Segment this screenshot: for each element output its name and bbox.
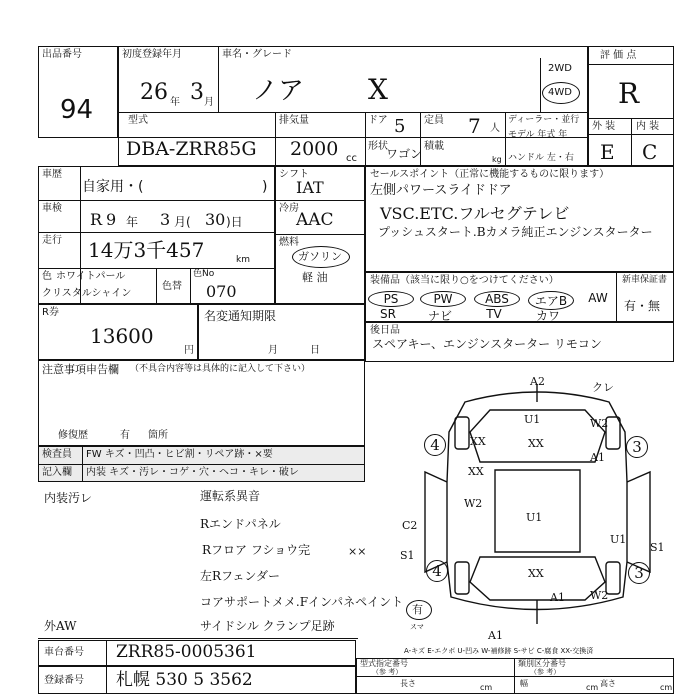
notes-mark: ××	[348, 545, 367, 558]
door-label: ドア	[368, 115, 388, 126]
shape-value: ワゴン	[386, 147, 423, 161]
notes-label: 注意事項申告欄	[42, 363, 119, 376]
height-label: 高さ	[600, 679, 616, 688]
door-value: 5	[394, 116, 406, 137]
after-value: スペアキー、エンジンスターター リモコン	[372, 337, 602, 351]
equipment-item: PS	[368, 291, 414, 307]
aircon-label: 冷房	[279, 203, 299, 214]
model-year-label: モデル 年式 年	[508, 130, 568, 140]
cc-label: 排気量	[279, 115, 309, 126]
diagram-mark: 3	[626, 436, 648, 458]
capacity-value: 7	[468, 114, 481, 138]
model-spec-label: 型式指定番号	[360, 659, 408, 668]
inspector-note-item: Rエンドパネル	[200, 517, 281, 531]
entry-label: 記入欄	[42, 467, 72, 478]
after-label: 後日品	[370, 325, 400, 336]
height-unit: cm	[660, 683, 673, 692]
diagram-mark: W2	[590, 417, 609, 430]
mileage-unit: km	[236, 255, 250, 265]
width-unit: cm	[586, 683, 599, 692]
diagram-mark: A2	[530, 375, 545, 388]
equipment-item: PW	[420, 291, 466, 307]
mileage-value: 14万3千457	[88, 238, 205, 262]
diagram-mark: 3	[628, 562, 650, 584]
sales-label: セールスポイント（正常に機能するものに限ります）	[370, 169, 610, 180]
lot-number: 94	[60, 95, 94, 125]
insp-month-unit: 月(	[174, 215, 191, 229]
recycle-value: 13600	[90, 324, 154, 348]
diagram-mark: XX	[528, 567, 544, 580]
inspector-note-item: サイドシル クランプ足跡	[200, 619, 335, 633]
repaint-label: 色替	[162, 281, 182, 292]
shift-value: IAT	[296, 178, 324, 197]
reg-label: 初度登録年月	[122, 49, 182, 60]
model-label: 車名・グレード	[222, 49, 292, 60]
inspector-note-item: Rフロア フショウ完	[202, 543, 311, 557]
score-label: 評 価 点	[600, 50, 637, 61]
notes-hint: （不具合内容等は具体的に記入して下さい）	[130, 364, 311, 374]
reg-year-unit: 年	[170, 97, 180, 108]
insp-day: 30	[205, 210, 226, 229]
equipment-item: SR	[380, 307, 396, 321]
equipment-item: エアB	[528, 291, 574, 310]
grade: X	[368, 73, 388, 106]
plate-value: 札幌 530 5 3562	[116, 670, 253, 690]
capacity-unit: 人	[490, 123, 500, 134]
diagram-mark: U1	[526, 511, 543, 524]
fuel-label: 燃料	[279, 237, 299, 248]
color-value-1: ホワイトパール	[56, 271, 126, 282]
repair-label: 修復歴	[58, 430, 88, 441]
other-note: 外AW	[44, 619, 77, 633]
insp-month: 3	[160, 210, 171, 229]
recycle-unit: 円	[184, 345, 194, 356]
shape-label: 形状	[368, 141, 388, 152]
load-unit: kg	[492, 155, 502, 164]
equipment-item: TV	[486, 307, 502, 321]
inspector-note-item: 左Rフェンダー	[200, 569, 280, 583]
diagram-mark: クレ	[592, 381, 614, 394]
fuel-sub: 軽 油	[302, 271, 328, 284]
plate-label: 登録番号	[44, 675, 84, 686]
diagram-mark: U1	[524, 413, 541, 426]
color-label: 色	[42, 271, 52, 282]
diagram-mark: XX	[470, 435, 486, 448]
drive-4wd: 4WD	[548, 87, 572, 98]
note-circle-text: 有	[412, 603, 423, 616]
insp-day-unit: )日	[226, 215, 243, 229]
reg-month: 3	[190, 80, 204, 105]
diagram-mark: S1	[400, 549, 415, 562]
length-unit: cm	[480, 683, 493, 692]
lot-label: 出品番号	[42, 49, 82, 60]
warranty-value: 有・無	[624, 299, 661, 313]
type-label: 型式	[128, 115, 148, 126]
note-circle-sub: スマ	[410, 623, 424, 631]
handle-label: ハンドル 左・右	[508, 153, 574, 163]
reg-year: 26	[140, 80, 168, 105]
chassis-value: ZRR85-0005361	[116, 642, 257, 662]
equipment-item: AW	[588, 291, 608, 305]
diagram-mark: W2	[464, 497, 483, 510]
inspection-label: 車検	[42, 203, 62, 214]
color-no: 070	[206, 282, 237, 301]
reg-month-unit: 月	[204, 97, 214, 108]
drive-2wd: 2WD	[548, 63, 572, 74]
aircon-value: AAC	[296, 210, 334, 230]
history-label: 車歴	[42, 169, 62, 180]
insp-year: 9	[106, 210, 117, 229]
notes-title: 内装汚レ	[44, 491, 93, 505]
model-spec-sub: （参 考）	[372, 668, 403, 676]
legend: A-キズ E-エクボ U-凹み W-補修跡 S-サビ C-腐食 XX-交換済	[404, 647, 594, 655]
diagram-mark: U1	[610, 533, 627, 546]
equipment-item: ナビ	[427, 309, 452, 323]
diagram-mark: XX	[528, 437, 544, 450]
diagram-mark: A1	[590, 451, 605, 464]
diagram-mark: 4	[426, 560, 448, 582]
history-value: 自家用・(	[82, 179, 144, 195]
diagram-mark: XX	[468, 465, 484, 478]
tax-label: 名変通知期限	[204, 309, 277, 323]
shift-label: シフト	[279, 169, 309, 180]
score-value: R	[618, 77, 640, 110]
repair-value: 有	[120, 430, 130, 441]
chassis-label: 車台番号	[44, 647, 84, 658]
sales-line-3: プッシュスタート.Bカメラ純正エンジンスターター	[378, 225, 653, 239]
interior-label: 内 装	[636, 121, 660, 132]
diagram-mark: W2	[590, 589, 609, 602]
check-label: 検査員	[42, 449, 72, 460]
sales-line-1: 左側パワースライドドア	[370, 183, 512, 198]
capacity-label: 定員	[424, 115, 444, 126]
diagram-mark: A1	[550, 591, 565, 604]
recycle-label: R券	[42, 307, 59, 318]
class-sub: （参 考）	[530, 668, 561, 676]
class-label: 類別区分番号	[518, 659, 566, 668]
entry-items: 内装 キズ・汚レ・コゲ・穴・ヘコ・キレ・破レ	[86, 467, 299, 478]
diagram-mark: C2	[402, 519, 418, 532]
length-label: 長さ	[400, 679, 416, 688]
cc-unit: cc	[346, 153, 357, 164]
exterior-score: E	[600, 140, 615, 164]
diagram-mark: S1	[650, 541, 665, 554]
color-value-2: クリスタルシャイン	[42, 288, 132, 299]
diagram-mark: 4	[424, 434, 446, 456]
color-no-label: 色No	[193, 269, 215, 279]
exterior-label: 外 装	[592, 121, 616, 132]
equipment-item: ABS	[474, 291, 520, 307]
history-close: )	[262, 179, 268, 195]
load-label: 積載	[424, 141, 444, 152]
check-items: FW キズ・凹凸・ヒビ割・リペア跡・×要	[86, 449, 273, 460]
repair-where: 箇所	[148, 430, 168, 441]
tax-month: 月	[268, 345, 278, 356]
dealer-label: ディーラー・並行	[508, 115, 580, 125]
width-label: 幅	[520, 679, 528, 688]
insp-year-unit: 年	[126, 215, 139, 229]
model-name: ノア	[252, 76, 305, 106]
inspector-note-item: 運転系異音	[200, 489, 261, 503]
insp-era: R	[90, 210, 103, 229]
inspector-note-item: コアサポートメメ.Fインパネペイント	[200, 595, 404, 609]
warranty-label: 新車保証書	[622, 275, 668, 285]
diagram-mark: A1	[488, 629, 503, 642]
fuel-value: ガソリン	[298, 250, 342, 263]
mileage-label: 走行	[42, 235, 62, 246]
interior-score: C	[642, 140, 658, 164]
tax-day: 日	[310, 345, 320, 356]
equipment-item: カワ	[535, 309, 560, 323]
cc-value: 2000	[290, 138, 339, 160]
equipment-label: 装備品（該当に限り○をつけてください）	[370, 275, 559, 286]
type-value: DBA-ZRR85G	[126, 138, 257, 160]
sales-line-2: VSC.ETC.フルセグテレビ	[380, 204, 570, 223]
